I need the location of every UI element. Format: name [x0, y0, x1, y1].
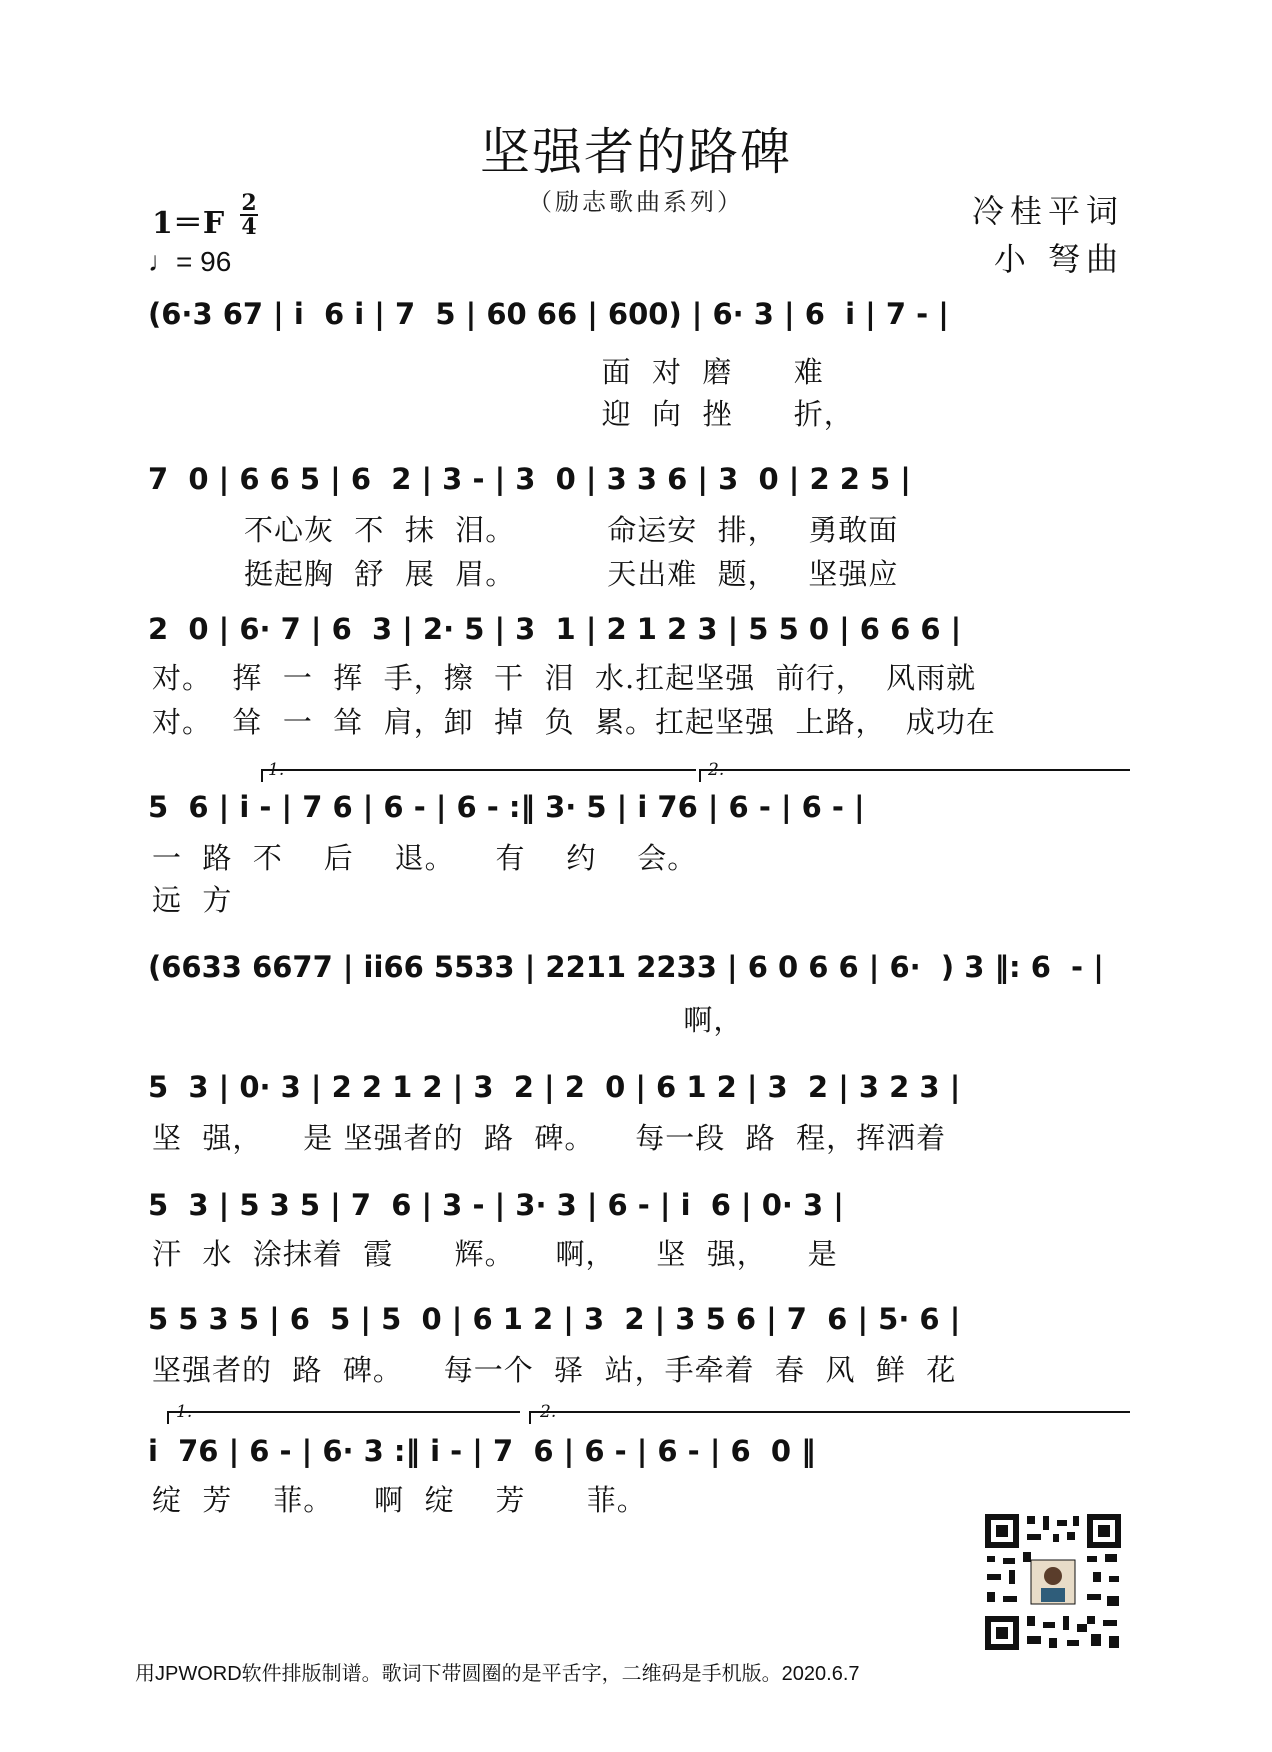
lyric-line-1b: 迎 向 挫 折，: [152, 397, 854, 431]
lyric-line-3b: 对。 耸 一 耸 肩，卸 掉 负 累。扛起坚强 上路， 成功在: [152, 705, 996, 739]
volta-2-label: 2.: [708, 760, 725, 780]
notation-line-2: 7 0 | 6 6 5 | 6 2 | 3 - | 3 0 | 3 3 6 | 3 0 | 2 2 5 |: [148, 462, 911, 496]
song-title: 坚强者的路碑: [480, 123, 792, 181]
lyricist-credit: 冷桂平词: [971, 192, 1124, 230]
notation-line-4: 5 6 | i - | 7 6 | 6 - | 6 - :‖ 3· 5 | i 76 | 6 - | 6 - |: [148, 790, 865, 824]
lyric-line-8a: 坚强者的 路 碑。 每一个 驿 站，手牵着 春 风 鲜 花: [152, 1353, 957, 1387]
qr-code-graphic: [983, 1512, 1123, 1652]
notation-line-3: 2 0 | 6· 7 | 6 3 | 2· 5 | 3 1 | 2 1 2 3 | 5 5 0 | 6 6 6 |: [148, 612, 962, 646]
notation-line-9: i 76 | 6 - | 6· 3 :‖ i - | 7 6 | 6 - | 6 - | 6 0 ‖: [148, 1434, 816, 1468]
lyric-line-2b: 挺起胸 舒 展 眉。 天出难 题， 坚强应: [152, 557, 899, 591]
lyric-line-5a: 啊，: [152, 1003, 744, 1037]
lyric-line-4a: 一 路 不 后 退。 有 约 会。: [152, 841, 698, 875]
time-bottom: 4: [241, 214, 257, 240]
lyric-line-3a: 对。 挥 一 挥 手，擦 干 泪 水.扛起坚强 前行， 风雨就: [152, 661, 977, 695]
time-top: 2: [241, 190, 257, 216]
tempo-marking: ♩= 96: [148, 246, 232, 277]
lyric-line-9a: 绽 芳 菲。 啊 绽 芳 菲。: [152, 1483, 647, 1517]
volta-1-bracket: [262, 770, 696, 782]
volta-2-bracket: [700, 770, 1130, 782]
notation-line-1: (6·3 67 | i 6 i | 7 5 | 60 66 | 600) | 6· 3 | 6 i | 7 - |: [148, 297, 949, 331]
volta-1b-label: 1.: [176, 1402, 193, 1422]
notation-line-7: 5 3 | 5 3 5 | 7 6 | 3 - | 3· 3 | 6 - | i 6 | 0· 3 |: [148, 1188, 844, 1222]
composer-credit: 小 弩曲: [993, 240, 1124, 278]
lyric-line-7a: 汗 水 涂抹着 霞 辉。 啊， 坚 强， 是: [152, 1237, 838, 1271]
lyric-line-4b: 远 方: [152, 883, 233, 917]
qr-code[interactable]: [983, 1512, 1123, 1652]
volta-1b-bracket: [168, 1412, 520, 1424]
notation-line-6: 5 3 | 0· 3 | 2 2 1 2 | 3 2 | 2 0 | 6 1 2 | 3 2 | 3 2 3 |: [148, 1070, 961, 1104]
lyric-line-2a: 不心灰 不 抹 泪。 命运安 排， 勇敢面: [152, 513, 899, 547]
footer-note: 用JPWORD软件排版制谱。歌词下带圆圈的是平舌字，二维码是手机版。2020.6.7: [135, 1663, 860, 1685]
lyric-line-1a: 面 对 磨 难: [152, 355, 824, 389]
song-subtitle: （励志歌曲系列）: [528, 188, 744, 216]
notation-line-8: 5 5 3 5 | 6 5 | 5 0 | 6 1 2 | 3 2 | 3 5 6 | 7 6 | 5· 6 |: [148, 1302, 961, 1336]
volta-2b-label: 2.: [540, 1402, 557, 1422]
lyric-line-6a: 坚 强， 是 坚强者的 路 碑。 每一段 路 程，挥洒着: [152, 1121, 947, 1155]
notation-line-5: (6633 6677 | ii66 5533 | 2211 2233 | 6 0 6 6 | 6· ) 3 ‖: 6 - |: [148, 950, 1104, 984]
key-signature: 1＝F: [152, 206, 225, 241]
volta-2b-bracket: [530, 1412, 1130, 1424]
volta-1-label: 1.: [268, 760, 285, 780]
